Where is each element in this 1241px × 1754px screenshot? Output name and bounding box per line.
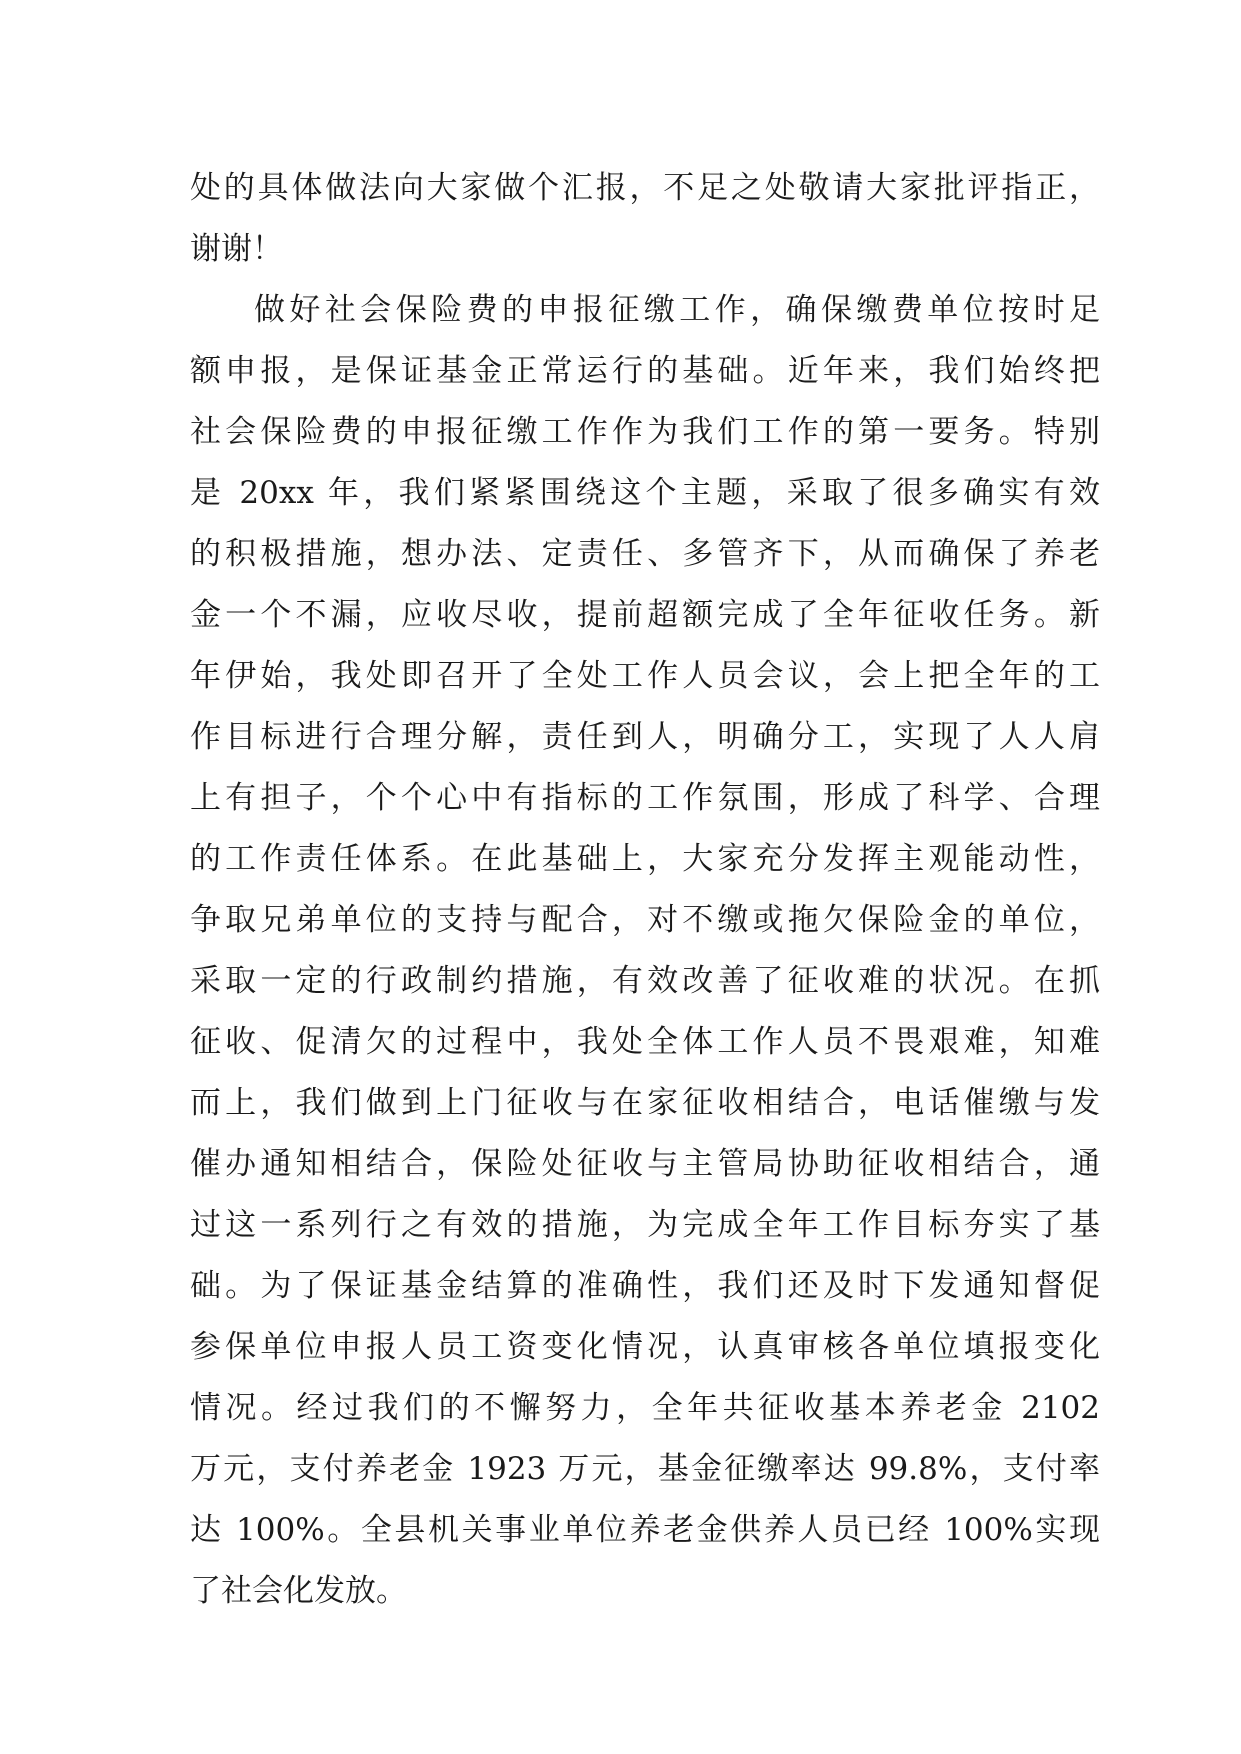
- text-line: 争取兄弟单位的支持与配合，对不缴或拖欠保险金的单位，: [190, 902, 1100, 938]
- text-line: 年伊始，我处即召开了全处工作人员会议，会上把全年的工: [190, 658, 1100, 694]
- text-line: 处的具体做法向大家做个汇报，不足之处敬请大家批评指正，: [190, 170, 1100, 206]
- text-line: 达 100%。全县机关事业单位养老金供养人员已经 100%实现: [190, 1512, 1100, 1548]
- text-line: 谢谢！: [190, 231, 283, 267]
- text-line: 万元，支付养老金 1923 万元，基金征缴率达 99.8%，支付率: [190, 1451, 1100, 1487]
- text-line: 了社会化发放。: [190, 1573, 407, 1609]
- text-line: 是 20xx 年，我们紧紧围绕这个主题，采取了很多确实有效: [190, 475, 1100, 511]
- body-text: [190, 158, 1100, 1622]
- text-line: 情况。经过我们的不懈努力，全年共征收基本养老金 2102: [190, 1390, 1100, 1426]
- text-line: 上有担子，个个心中有指标的工作氛围，形成了科学、合理: [190, 780, 1100, 816]
- text-line: 作目标进行合理分解，责任到人，明确分工，实现了人人肩: [190, 719, 1100, 755]
- text-line: 额申报，是保证基金正常运行的基础。近年来，我们始终把: [190, 353, 1100, 389]
- text-line: 社会保险费的申报征缴工作作为我们工作的第一要务。特别: [190, 414, 1100, 450]
- text-line: 采取一定的行政制约措施，有效改善了征收难的状况。在抓: [190, 963, 1100, 999]
- text-line: 的工作责任体系。在此基础上，大家充分发挥主观能动性，: [190, 841, 1100, 877]
- text-line: 的积极措施，想办法、定责任、多管齐下，从而确保了养老: [190, 536, 1100, 572]
- text-line: 过这一系列行之有效的措施，为完成全年工作目标夯实了基: [190, 1207, 1100, 1243]
- text-line: 参保单位申报人员工资变化情况，认真审核各单位填报变化: [190, 1329, 1100, 1365]
- text-line: 征收、促清欠的过程中，我处全体工作人员不畏艰难，知难: [190, 1024, 1100, 1060]
- text-line: 础。为了保证基金结算的准确性，我们还及时下发通知督促: [190, 1268, 1100, 1304]
- text-line: 催办通知相结合，保险处征收与主管局协助征收相结合，通: [190, 1146, 1100, 1182]
- text-line: 而上，我们做到上门征收与在家征收相结合，电话催缴与发: [190, 1085, 1100, 1121]
- paragraph-first-line: 做好社会保险费的申报征缴工作，确保缴费单位按时足: [254, 292, 1100, 328]
- text-line: 金一个不漏，应收尽收，提前超额完成了全年征收任务。新: [190, 597, 1100, 633]
